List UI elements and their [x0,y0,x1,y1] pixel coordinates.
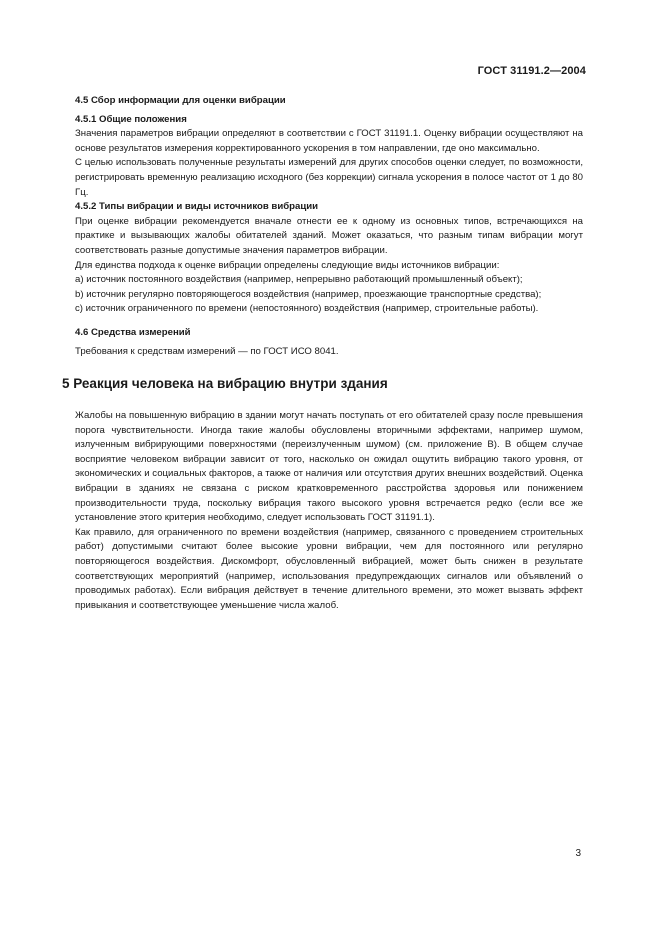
section-4-5-2-paragraph-2: Для единства подхода к оценке вибрации определены следующие виды источников вибрации: [75,259,500,271]
section-5-title: 5 Реакция человека на вибрацию внутри здания [62,376,388,392]
document-id-header: ГОСТ 31191.2—2004 [477,65,586,77]
section-4-5-title: 4.5 Сбор информации для оценки вибрации [75,95,286,106]
section-4-6-paragraph: Требования к средствам измерений — по ГОСТ ИСО 8041. [75,345,339,357]
section-4-5-2-paragraph-1: При оценке вибрации рекомендуется вначале отнести ее к одному из основных типов, встречающихся на практике и вызывающих жалобы обитателей зданий. Может оказаться, что разным типам вибрации могут соответствовать разные допустимые значения параметров вибрации. [75,215,583,256]
list-item-c: c) источник ограниченного по времени (непостоянного) воздействия (например, строительные работы). [75,303,539,315]
list-item-a: a) источник постоянного воздействия (например, непрерывно работающий промышленный объект); [75,274,523,286]
section-5-paragraph-1: Жалобы на повышенную вибрацию в здании могут начать поступать от его обитателей сразу после превышения порога чувствительности. Иногда такие жалобы обусловлены вторичными эффектами, например шумом, излученным вибрирующими поверхностями (переизлученным шумом) (см. приложение В). В общем случае восприятие человеком вибрации зависит от того, насколько он ожидал ощутить вибрацию такого уровня, от экономических и социальных факторов, а также от наличия или отсутствия других внешних воздействий. Оценка вибрации в зданиях не связана с риском кратковременного расстройства здоровья или понижением производительности труда, поскольку вибрация такого высокого уровня встречается редко (если все же установление этого критерия необходимо, следует использовать ГОСТ 31191.1). [75,410,583,524]
section-4-6-title: 4.6 Средства измерений [75,326,191,338]
section-4-5-1-paragraph-2: С целью использовать полученные результаты измерений для других способов оценки следует, по возможности, регистрировать временную реализацию исходного (без коррекции) сигнала ускорения в полосе частот от 1 до 80 Гц. [75,157,583,198]
list-item-b: b) источник регулярно повторяющегося воздействия (например, проезжающие транспортные средства); [75,288,542,300]
section-4-5-1-paragraph-1: Значения параметров вибрации определяют в соответствии с ГОСТ 31191.1. Оценку вибрации осуществляют на основе результатов измерения корректированного ускорения в том направлении, где оно максимально. [75,128,583,154]
section-4-5-2-title: 4.5.2 Типы вибрации и виды источников вибрации [75,201,319,213]
page-number: 3 [575,848,581,859]
page-content [62,94,583,613]
section-5-paragraph-2: Как правило, для ограниченного по времени воздействия (например, связанного с проведением строительных работ) допустимыми считают более высокие уровни вибрации, чем для постоянного или регулярно повторяющегося воздействия. Дискомфорт, обусловленный вибрацией, может быть снижен в результате соответствующих мероприятий (например, использования предупреждающих сигналов или объявлений о проводимых работах). Если вибрация действует в течение длительного времени, это может вызвать эффект привыкания и соответствующее уменьшение числа жалоб. [75,526,583,611]
section-4-5-1-title: 4.5.1 Общие положения [75,113,187,125]
